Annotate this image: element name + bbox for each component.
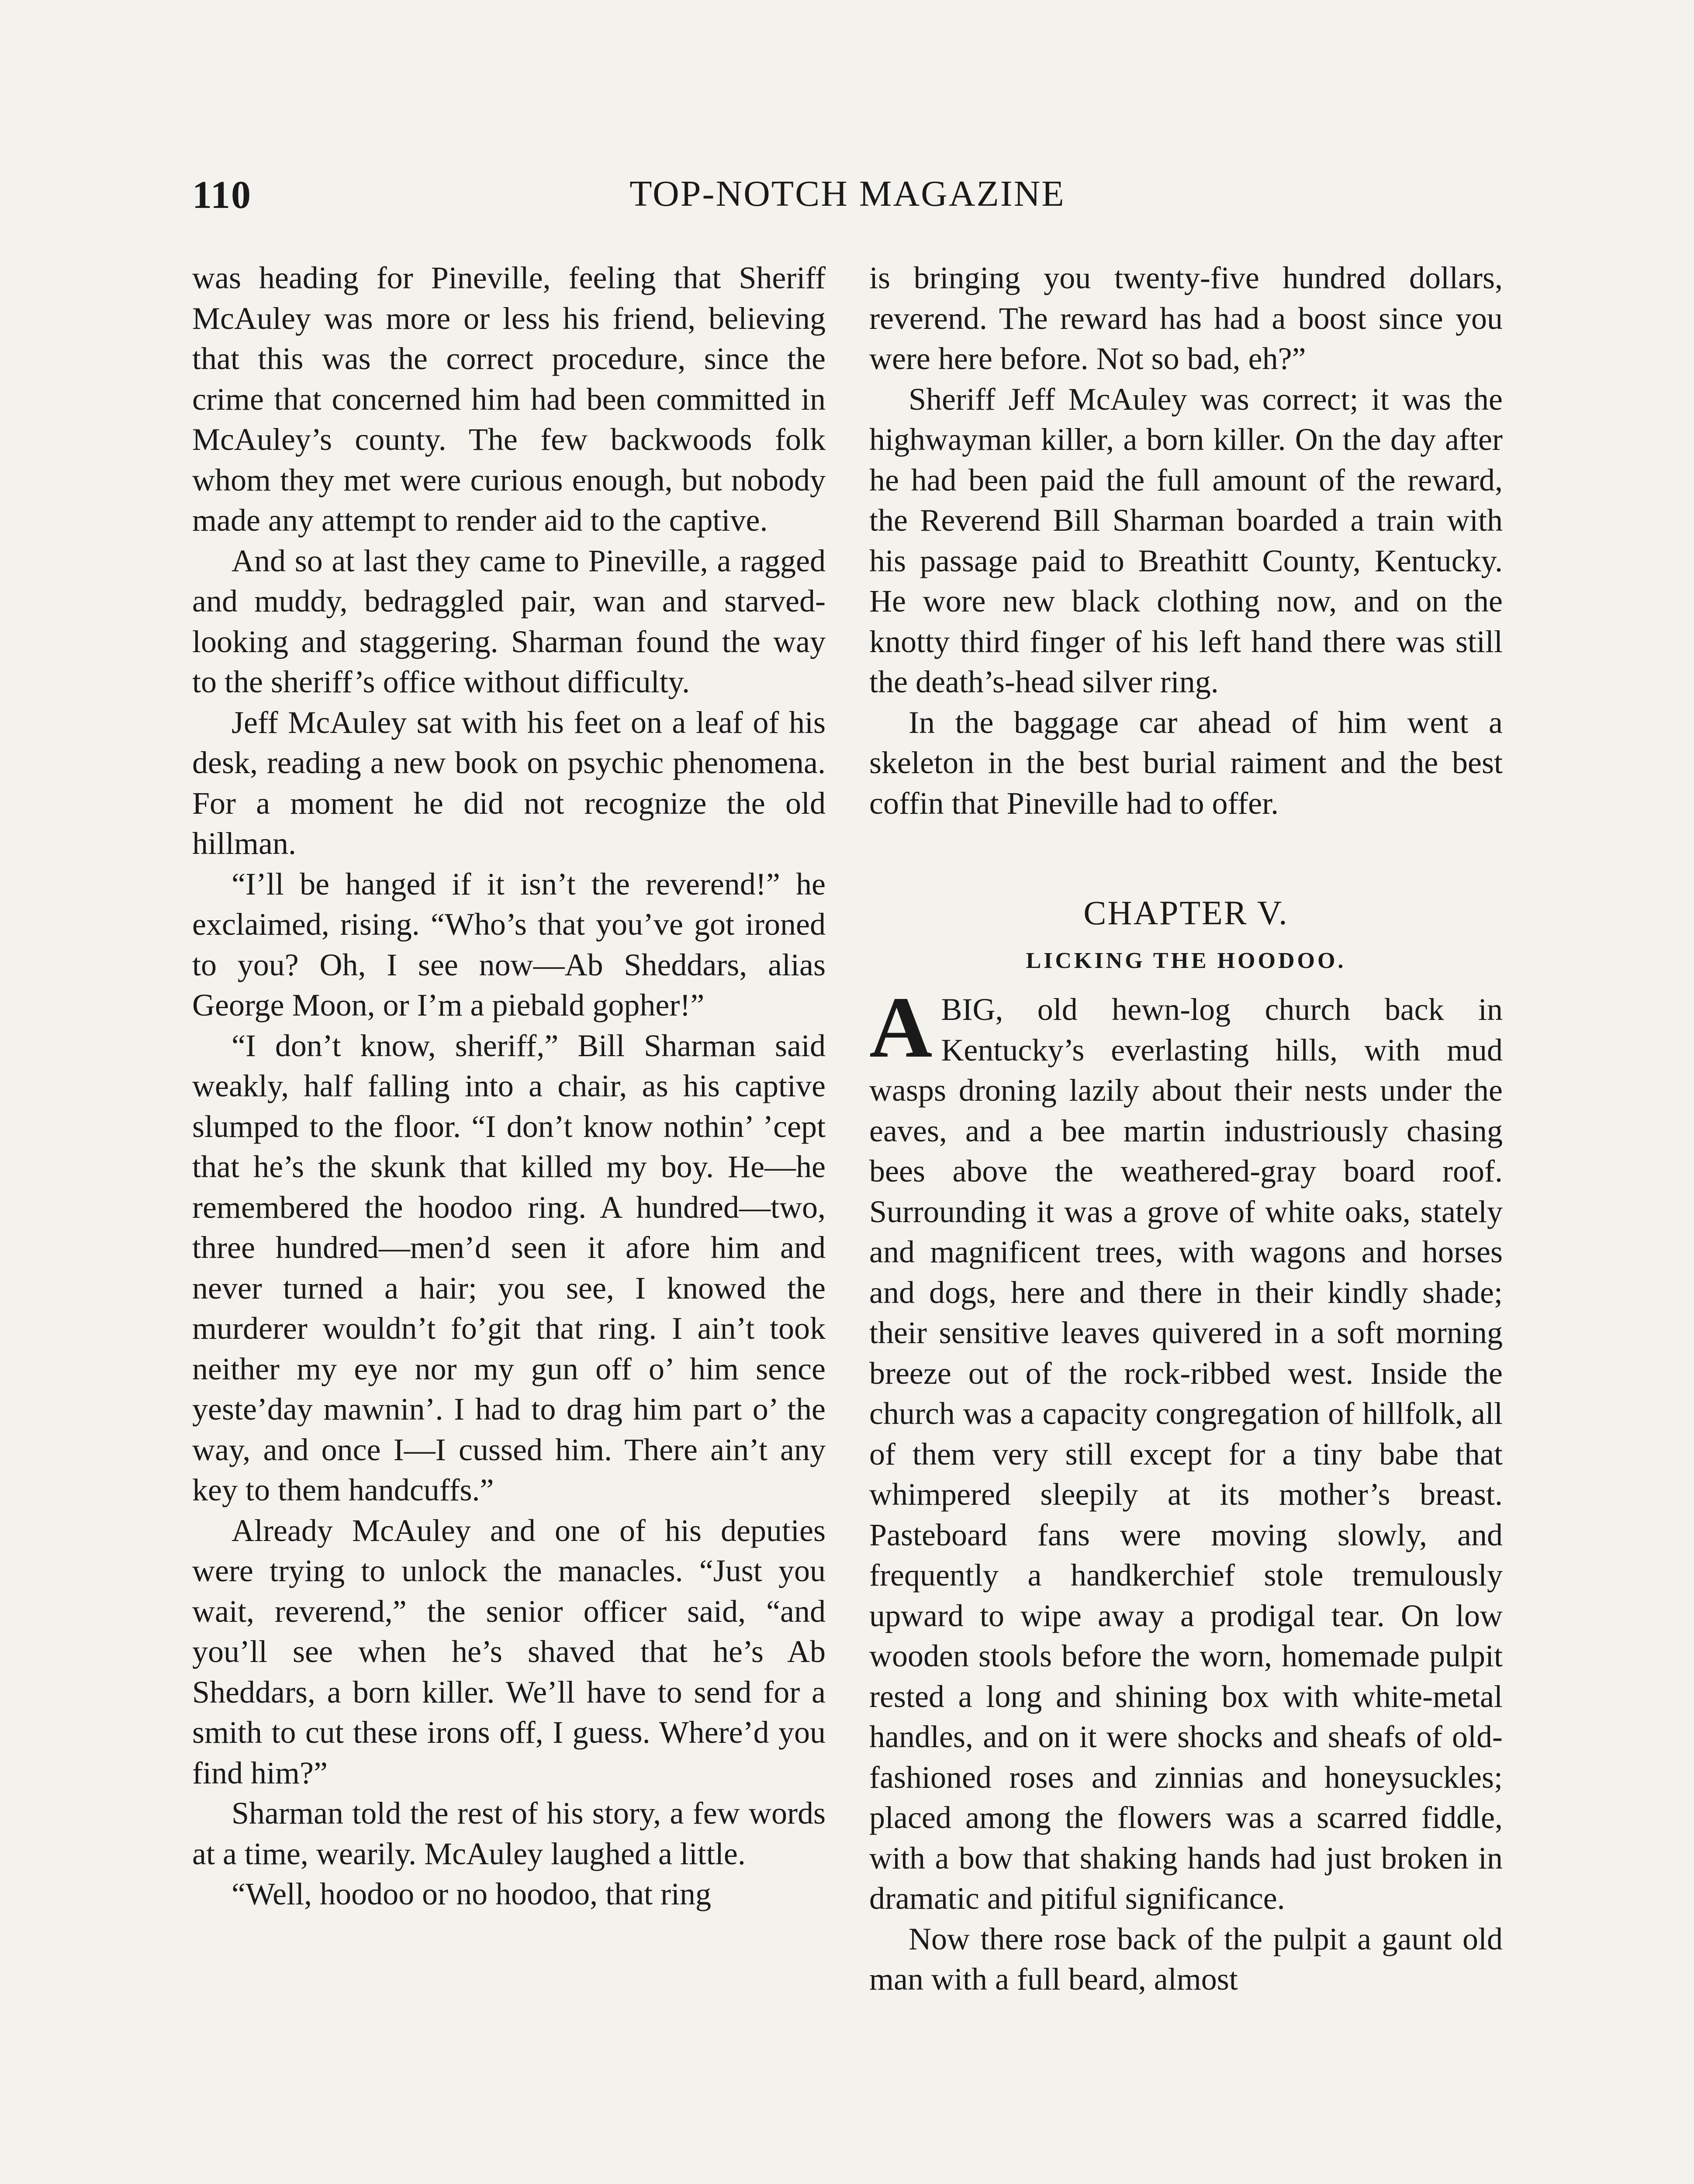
running-title: TOP-NOTCH MAGAZINE — [629, 173, 1065, 214]
paragraph: Already McAuley and one of his deputies were trying to unlock the manacles. “Just you wait, reverend,” the senior officer said, “and you’ll see when he’s shaved that he’s Ab Sheddars, a born killer. We’ll have to send for a smith to cut these irons off, I guess. Where’d you find him?” — [192, 1513, 826, 1790]
chapter-subtitle: LICKING THE HOODOO. — [1026, 948, 1346, 973]
right-column — [869, 258, 1503, 2000]
left-column — [192, 258, 826, 1914]
opening-paragraph: ABIG, old hewn-log church back in Kentucky’s everlasting hills, with mud wasps droning lazily about their nests under the eaves, and a bee martin industriously chasing bees above the weathered-gray board roof. Surrounding it was a grove of white oaks, stately and magnificent trees, with wagons and horses and dogs, here and there in their kindly shade; their sensitive leaves quivered in a soft morning breeze out of the rock-ribbed west. Inside the church was a capacity congregation of hillfolk, all of them very still except for a tiny babe that whimpered sleepily at its mother’s breast. Pasteboard fans were moving slowly, and frequently a handkerchief stole tremulously upward to wipe away a prodigal tear. On low wooden stools before the worn, homemade pulpit rested a long and shining box with white-metal handles, and on it were shocks and sheafs of old-fashioned roses and zinnias and honeysuckles; placed among the flowers was a scarred fiddle, with a bow that shaking hands had just broken in dramatic and pitiful significance. — [869, 979, 1503, 1916]
paragraph: was heading for Pineville, feeling that Sheriff McAuley was more or less his friend, believing that this was the correct procedure, since the crime that concerned him had been committed in McAuley’s county. The few backwoods folk whom they met were curious enough, but nobody made any attempt to render aid to the captive. — [192, 260, 826, 538]
paragraph: Jeff McAuley sat with his feet on a leaf of his desk, reading a new book on psychic phenomena. For a moment he did not recognize the old hillman. — [192, 705, 826, 861]
page-number: 110 — [192, 173, 252, 217]
page-header — [192, 173, 1503, 238]
paragraph: Sharman told the rest of his story, a few words at a time, wearily. McAuley laughed a little. — [192, 1796, 826, 1871]
paragraph: In the baggage car ahead of him went a skeleton in the best burial raiment and the best coffin that Pineville had to offer. — [869, 705, 1503, 821]
paragraph: And so at last they came to Pineville, a ragged and muddy, bedraggled pair, wan and starved-looking and staggering. Sharman found the way to the sheriff’s office without difficulty. — [192, 543, 826, 699]
chapter-title: CHAPTER V. — [1083, 894, 1289, 932]
paragraph: Now there rose back of the pulpit a gaunt old man with a full beard, almost — [869, 1921, 1503, 1997]
paragraph: “I don’t know, sheriff,” Bill Sharman said weakly, half falling into a chair, as his captive slumped to the floor. “I don’t know nothin’ ’cept that he’s the skunk that killed my boy. He—he remembered the hoodoo ring. A hundred—two, three hundred—men’d seen it afore him and never turned a hair; you see, I knowed the murderer wouldn’t fo’git that ring. I ain’t took neither my eye nor my gun off o’ him sence yeste’day mawnin’. I had to drag him part o’ the way, and once I—I cussed him. There ain’t any key to them handcuffs.” — [192, 1028, 826, 1507]
paragraph: “Well, hoodoo or no hoodoo, that ring — [232, 1876, 712, 1911]
paragraph: Sheriff Jeff McAuley was correct; it was the highwayman killer, a born killer. On the day after he had been paid the full amount of the reward, the Reverend Bill Sharman boarded a train with his passage paid to Breathitt County, Kentucky. He wore new black clothing now, and on the knotty third finger of his left hand there was still the death’s-head silver ring. — [869, 381, 1503, 699]
chapter-heading — [869, 889, 1503, 981]
paragraph: is bringing you twenty-five hundred dollars, reverend. The reward has had a boost since you were here before. Not so bad, eh?” — [869, 260, 1503, 376]
paragraph: “I’ll be hanged if it isn’t the reverend!” he exclaimed, rising. “Who’s that you’ve got ironed to you? Oh, I see now—Ab Sheddars, alias George Moon, or I’m a piebald gopher!” — [192, 866, 826, 1023]
